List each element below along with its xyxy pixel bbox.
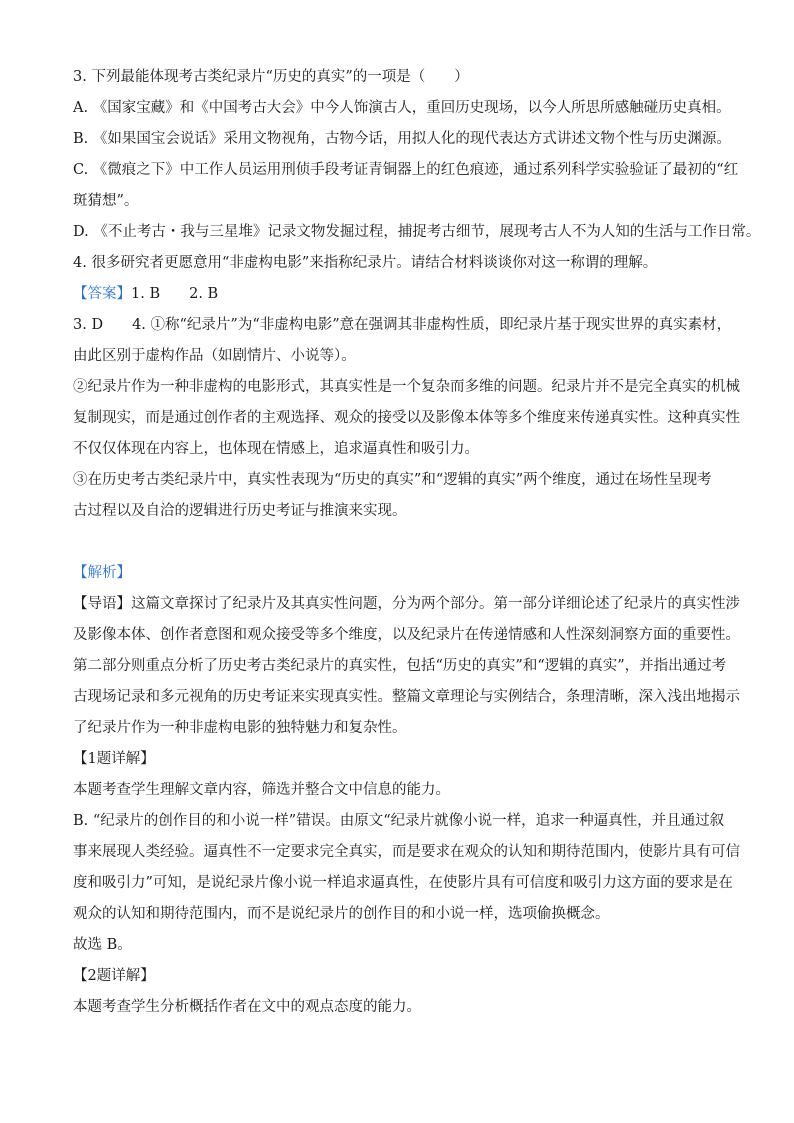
guide-text-line: 及影像本体、创作者意图和观众接受等多个维度，以及纪录片在传递情感和人性深刻洞察方面的重要性。 [73,627,740,643]
guide-text-line: 第二部分则重点分析了历史考古类纪录片的真实性，包括“历史的真实”和“逻辑的真实”，并指出通过考 [73,658,727,674]
q1-text-line: 故选 B。 [73,937,132,953]
q1-text-line: 本题考查学生理解文章内容，筛选并整合文中信息的能力。 [73,782,450,798]
option-c: C. 《微痕之下》中工作人员运用刑侦手段考证青铜器上的红色痕迹，通过系列科学实验验证了最初的“红 [73,162,739,178]
q1-detail-heading: 【1题详解】 [73,751,155,767]
option-c-continued: 斑猜想”。 [73,193,139,209]
guide-text-line: 了纪录片作为一种非虚构电影的独特魅力和复杂性。 [73,720,407,736]
answer-text-line: 3. D 4. ①称“纪录片”为“非虚构电影”意在强调其非虚构性质，即纪录片基于现实世界的真实素材， [73,317,732,333]
answer-text-line: 由此区别于虚构作品（如剧情片、小说等）。 [73,348,356,364]
option-a: A. 《国家宝藏》和《中国考古大会》中今人饰演古人，重回历史现场，以今人所思所感触碰历史真相。 [73,100,731,116]
analysis-tag: 【解析】 [73,565,131,581]
option-b: B. 《如果国宝会说话》采用文物视角，古物今话，用拟人化的现代表达方式讲述文物个性与历史渊源。 [73,131,731,147]
q2-text-line: 本题考查学生分析概括作者在文中的观点态度的能力。 [73,999,421,1015]
answer-text-line: 古过程以及自洽的逻辑进行历史考证与推演来实现。 [73,503,407,519]
answer-text-line: ②纪录片作为一种非虚构的电影形式，其真实性是一个复杂而多维的问题。纪录片并不是完全真实的机械 [73,379,740,395]
q1-text-line: B. “纪录片的创作目的和小说一样”错误。由原文“纪录片就像小说一样，追求一种逼真性，并且通过叙 [73,813,725,829]
question-4-stem: 4. 很多研究者更愿意用“非虚构电影”来指称纪录片。请结合材料谈谈你对这一称谓的理解。 [73,255,658,271]
answer-tag: 【答案】 [73,286,131,302]
q1-text-line: 观众的认知和期待范围内，而不是说纪录片的创作目的和小说一样，选项偷换概念。 [73,906,610,922]
guide-first: 这篇文章探讨了纪录片及其真实性问题，分为两个部分。第一部分详细论述了纪录片的真实性涉 [131,596,740,612]
answer-text-line: ③在历史考古类纪录片中，真实性表现为“历史的真实”和“逻辑的真实”两个维度，通过在场性呈现考 [73,472,712,488]
analysis-heading [73,558,733,589]
section-gap [73,527,733,558]
answer-first: 1. B 2. B [131,286,219,302]
q1-text-line: 度和吸引力”可知，是说纪录片像小说一样追求逼真性，在使影片具有可信度和吸引力这方面的要求是在 [73,875,733,891]
answer-text-line: 复制现实，而是通过创作者的主观选择、观众的接受以及影像本体等多个维度来传递真实性。这种真实性 [73,410,740,426]
question-3-stem: 3. 下列最能体现考古类纪录片“历史的真实”的一项是（ ） [73,69,469,85]
q1-text-line: 事来展现人类经验。逼真性不一定要求完全真实，而是要求在观众的认知和期待范围内，使影片具有可信 [73,844,740,860]
q2-detail-heading: 【2题详解】 [73,968,155,984]
answer-line [73,279,733,310]
option-d: D. 《不止考古・我与三星堆》记录文物发掘过程，捕捉考古细节，展现考古人不为人知的生活与工作日常。 [73,224,761,240]
answer-text-line: 不仅仅体现在内容上，也体现在情感上，追求逼真性和吸引力。 [73,441,479,457]
guide-tag: 【导语】 [73,596,131,612]
guide-line [73,589,740,620]
guide-text-line: 古现场记录和多元视角的历史考证来实现真实性。整篇文章理论与实例结合，条理清晰，深入浅出地揭示 [73,689,740,705]
document-page [73,62,761,1023]
